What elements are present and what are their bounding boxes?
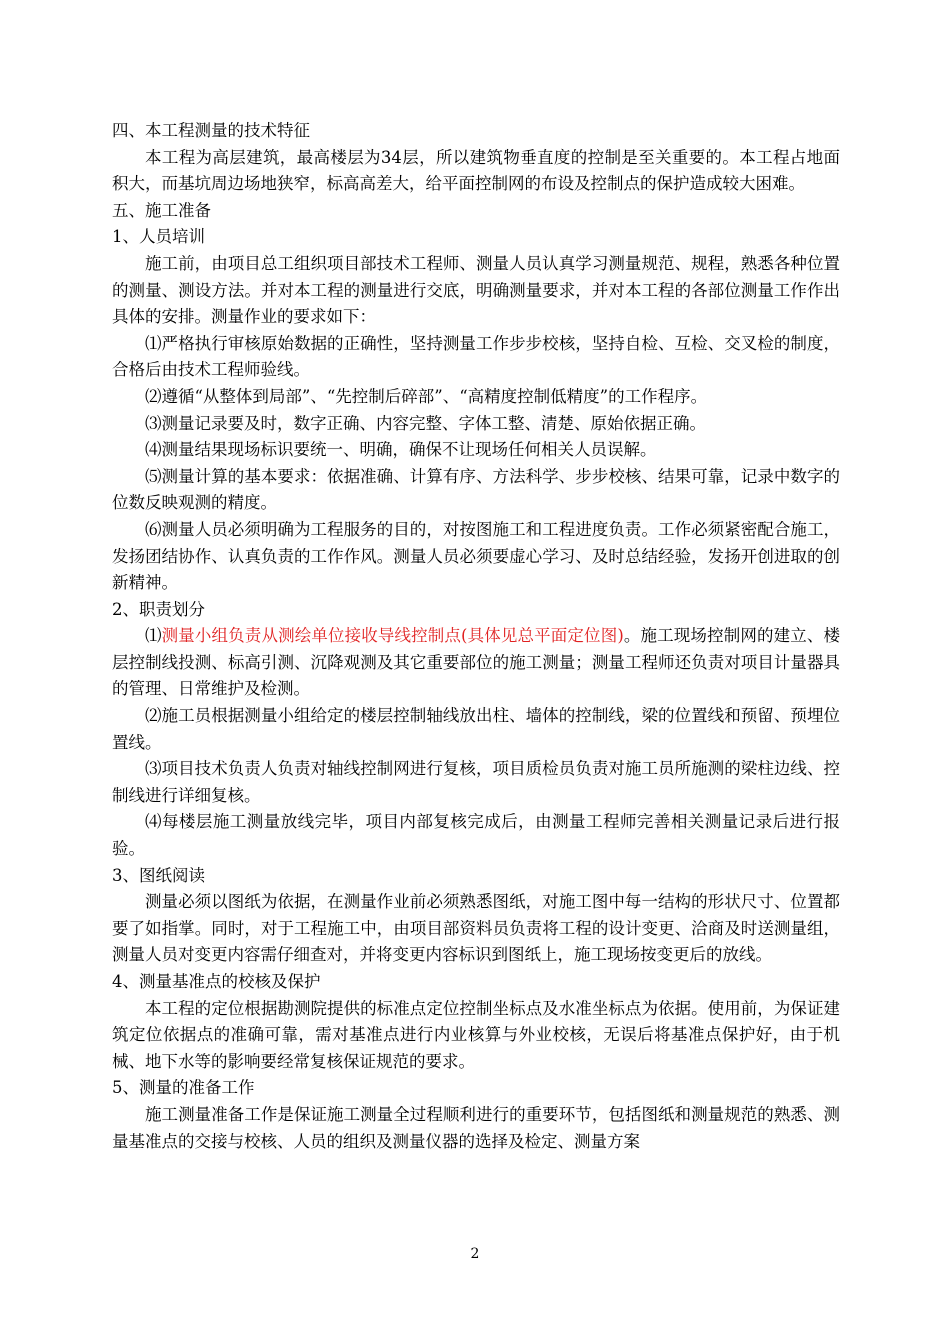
- highlighted-red-text: 测量小组负责从测绘单位接收导线控制点(具体见总平面定位图): [161, 626, 624, 646]
- requirement-item-3: ⑶测量记录要及时，数字正确、内容完整、字体工整、清楚、原始依据正确。: [145, 413, 706, 433]
- subsection-1-heading: 1、人员培训: [112, 227, 205, 247]
- responsibility-item-2: ⑵施工员根据测量小组给定的楼层控制轴线放出柱、墙体的控制线，梁的位置线和预留、预埋位置线。: [112, 706, 840, 752]
- requirement-item-5: ⑸测量计算的基本要求：依据准确、计算有序、方法科学、步步校核、结果可靠，记录中数字的位数反映观测的精度。: [112, 466, 840, 513]
- subsection-5-paragraph: 施工测量准备工作是保证施工测量全过程顺利进行的重要环节，包括图纸和测量规范的熟悉、测量基准点的交接与校核、人员的组织及测量仪器的选择及检定、测量方案: [112, 1104, 840, 1151]
- subsection-2-heading: 2、职责划分: [112, 599, 205, 619]
- document-body: [112, 118, 840, 1155]
- page-number: 2: [470, 1246, 480, 1262]
- subsection-3-heading: 3、图纸阅读: [112, 865, 205, 885]
- responsibility-item-1: [112, 623, 840, 703]
- subsection-5-heading: 5、测量的准备工作: [112, 1078, 255, 1098]
- requirement-item-2: ⑵遵循“从整体到局部”、“先控制后碎部”、“高精度控制低精度”的工作程序。: [145, 386, 708, 406]
- responsibility-item-1-prefix: ⑴: [145, 626, 162, 646]
- subsection-4-paragraph: 本工程的定位根据勘测院提供的标准点定位控制坐标点及水准坐标点为依据。使用前，为保证建筑定位依据点的准确可靠，需对基准点进行内业核算与外业校核，无误后将基准点保护好，由于机械、地下水等的影响要经常复核保证规范的要求。: [112, 998, 840, 1071]
- section-4-paragraph: 本工程为高层建筑，最高楼层为34层，所以建筑物垂直度的控制是至关重要的。本工程占地面积大，而基坑周边场地狭窄，标高高差大，给平面控制网的布设及控制点的保护造成较大困难。: [112, 147, 840, 194]
- section-4-heading: 四、本工程测量的技术特征: [112, 121, 310, 140]
- responsibility-item-3: ⑶项目技术负责人负责对轴线控制网进行复核，项目质检员负责对施工员所施测的梁柱边线、控制线进行详细复核。: [112, 759, 840, 805]
- responsibility-item-1-rest: 。施工现场控制网的建立、楼层控制线投测、标高引测、沉降观测及其它重要部位的施工测量；测量工程师还负责对项目计量器具的管理、日常维护及检测。: [112, 626, 841, 699]
- subsection-3-paragraph: 测量必须以图纸为依据，在测量作业前必须熟悉图纸，对施工图中每一结构的形状尺寸、位置都要了如指掌。同时，对于工程施工中，由项目部资料员负责将工程的设计变更、洽商及时送测量组，测量人员对变更内容需仔细查对，并将变更内容标识到图纸上，施工现场按变更后的放线。: [112, 892, 840, 965]
- responsibility-item-4: ⑷每楼层施工测量放线完毕，项目内部复核完成后，由测量工程师完善相关测量记录后进行报验。: [112, 812, 840, 859]
- requirement-item-4: ⑷测量结果现场标识要统一、明确，确保不让现场任何相关人员误解。: [145, 440, 657, 460]
- subsection-4-heading: 4、测量基准点的校核及保护: [112, 972, 321, 991]
- subsection-1-intro: 施工前，由项目总工组织项目部技术工程师、测量人员认真学习测量规范、规程，熟悉各种位置的测量、测设方法。并对本工程的测量进行交底，明确测量要求，并对本工程的各部位测量工作作出具体的安排。测量作业的要求如下：: [112, 253, 840, 327]
- requirement-item-1: ⑴严格执行审核原始数据的正确性，坚持测量工作步步校核，坚持自检、互检、交叉检的制度，合格后由技术工程师验线。: [112, 333, 840, 380]
- section-5-heading: 五、施工准备: [112, 200, 211, 220]
- requirement-item-6: ⑹测量人员必须明确为工程服务的目的，对按图施工和工程进度负责。工作必须紧密配合施工，发扬团结协作、认真负责的工作作风。测量人员必须要虚心学习、及时总结经验，发扬开创进取的创新精神。: [112, 519, 840, 593]
